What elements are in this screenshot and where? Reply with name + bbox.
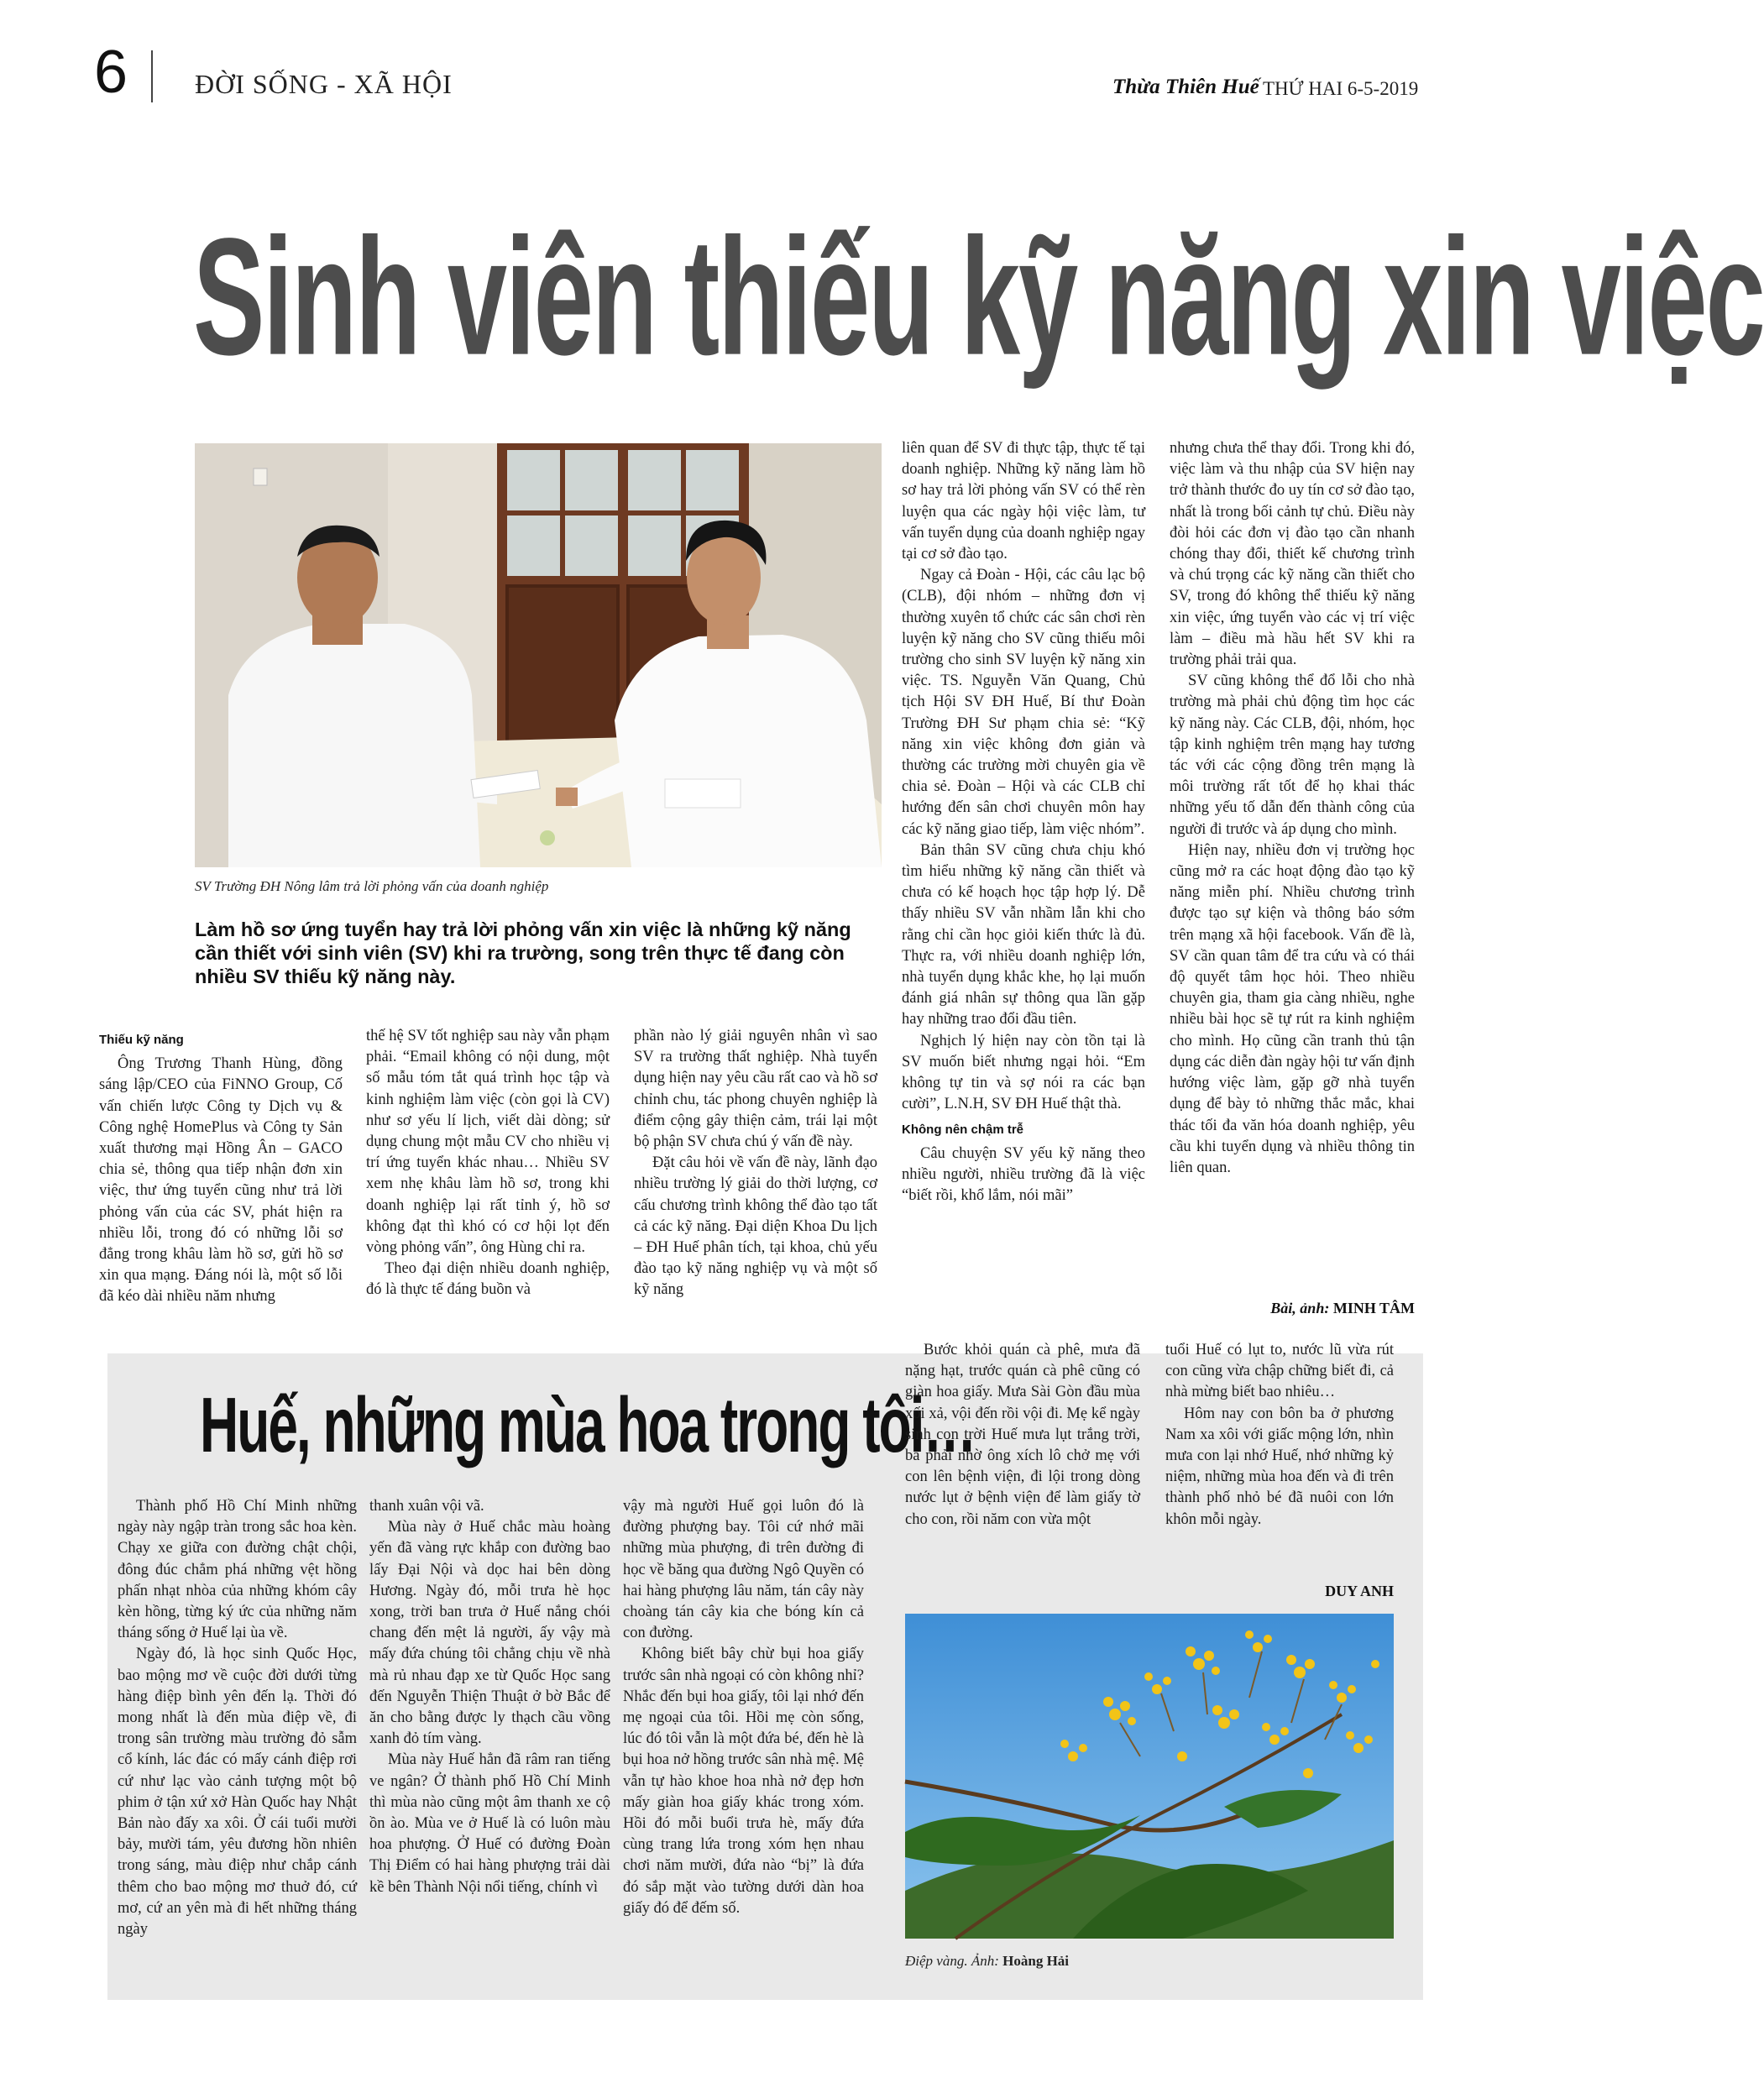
article2-paragraph: tuổi Huế có lụt to, nước lũ vừa rút con cũng vừa chập chững biết đi, cả nhà mừng biết bao nhiêu… [1165,1342,1394,1401]
article1-column-3 [634,1026,877,1301]
subhead-thieu-ky-nang: Thiếu kỹ năng [99,1033,184,1047]
photo2-caption-label: Điệp vàng. Ảnh: [905,1953,999,1969]
article1-lede: Làm hồ sơ ứng tuyển hay trả lời phỏng vấn xin việc là những kỹ năng cần thiết với sinh viên (SV) khi ra trường, song trên thực tế đang còn nhiều SV thiếu kỹ năng này. [195,919,851,987]
subhead-khong-nen-cham-tre: Không nên chậm trễ [902,1122,1024,1137]
yellow-flowers-photo [905,1614,1394,1939]
section-title: ĐỜI SỐNG - XÃ HỘI [195,69,453,99]
article1-paragraph: SV cũng không thể đổ lỗi cho nhà trường mà phải chủ động tìm học các kỹ năng này. Các CLB, đội, nhóm, học tập kinh nghiệm trên mạng hay tương tác với các cộng đồng trên mạng là môi trường rất tốt để họ khai thác những yếu tố dẫn đến thành công của người đi trước và áp dụng cho mình. [1170,673,1415,838]
article2-byline: DUY ANH [1325,1583,1394,1599]
article2-column-3 [623,1496,864,1919]
article1-headline: Sinh viên thiếu kỹ năng xin việc [193,204,1764,391]
article2-paragraph: Không biết bây chừ bụi hoa giấy trước sân nhà ngoại có còn không nhỉ? Nhắc đến bụi hoa giấy, tôi lại nhớ đến mẹ ngoại của tôi. Hồi mẹ còn sống, lúc đó tôi vẫn là một đứa bé, đến hè là bụi hoa nở hồng trước sân nhà mệ. Mệ vẫn tự hào khoe hoa nhà nở đẹp hơn mấy giàn hoa giấy khác trong xóm. Hồi đó mỗi buổi trưa hè, mấy đứa cùng trang lứa trong xóm hẹn nhau chơi năm mười, đứa nào “bị” là đứa đó sắp mặt vào tường dưới dàn hoa giấy đó để đếm số. [623,1646,864,1917]
article2-paragraph: Hôm nay con bôn ba ở phương Nam xa xôi với giấc mộng lớn, nhìn mưa con lại nhớ Huế, nhớ những kỷ niệm, những mùa hoa đến và đi trên thành phố nhỏ bé đã nuôi con lớn khôn mỗi ngày. [1165,1405,1394,1528]
article1-paragraph: Ông Trương Thanh Hùng, đồng sáng lập/CEO của FiNNO Group, Cố vấn chiến lược Công ty Dịch vụ & Công nghệ HomePlus và Công ty Sản xuất thương mại Hồng Ân – GACO chia sẻ, thông qua tiếp nhận đơn xin việc, thư ứng tuyển cũng như trả lời phỏng vấn của các SV, phát hiện ra nhiều lỗi, trong đó có những lỗi sơ đẳng trong khâu làm hồ sơ, gửi hồ sơ xin qua mạng. Đáng nói là, một số lỗi đã kéo dài nhiều năm nhưng [99,1055,343,1306]
article2-column-5 [1165,1340,1394,1531]
article1-byline [1170,1300,1415,1317]
article1-paragraph: Theo đại diện nhiều doanh nghiệp, đó là thực tế đáng buồn và [366,1260,610,1299]
photo2-caption [905,1953,1394,1970]
article1-paragraph: Bản thân SV cũng chưa chịu khó tìm hiểu những kỹ năng cần thiết và chưa có kế hoạch học tập hợp lý. Dễ thấy nhiều SV vẫn nhầm lẫn khi cho rằng chỉ cần học giỏi kiến thức là đủ. Thực ra, với nhiều doanh nghiệp lớn, nhà tuyển dụng khắc khe, họ lại muốn đánh giá nhân sự thông qua lần gặp hay những trao đổi đầu tiên. [902,841,1145,1028]
interview-photo-illustration [195,443,882,867]
article1-column-4 [902,438,1145,1206]
newspaper-name: Thừa Thiên Huế [1112,76,1259,98]
article1-paragraph: nhưng chưa thể thay đổi. Trong khi đó, việc làm và thu nhập của SV hiện nay trở thành thước đo uy tín cơ sở đào tạo, nhất là trong bối cảnh tự chủ. Điều này đòi hỏi các đơn vị đào tạo cần nhanh chóng thay đổi, thiết kế chương trình và chú trọng các kỹ năng cần thiết cho SV, trong đó không thể thiếu kỹ năng xin việc, ứng tuyển vào các vị trí việc làm – điều mà hầu hết SV khi ra trường phải trải qua. [1170,440,1415,669]
article2-paragraph: Mùa này ở Huế chắc màu hoàng yến đã vàng rực khắp con đường bao lấy Đại Nội và dọc hai bên dòng Hương. Ngày đó, mỗi trưa hè học xong, trời ban trưa ở Huế nắng chói chang đến mệt lả người, ấy vậy mà mấy đứa chúng tôi chẳng chịu về nhà mà rủ nhau đạp xe từ Quốc Học sang đến Nguyễn Thiện Thuật ở bờ Bắc để ăn cho bằng được ly thạch cầu vồng xanh đỏ tím vàng. [369,1519,610,1748]
photo2-caption-author: Hoàng Hải [1002,1953,1070,1969]
article1-column-2 [366,1026,610,1301]
article1-paragraph: Hiện nay, nhiều đơn vị trường học cũng mở ra các hoạt động đào tạo kỹ năng miễn phí. Nhiều chương trình được tạo sự kiện và thông báo sớm trên mạng xã hội facebook. Vấn đề là, SV cần quan tâm để tra cứu và có thái độ quyết tâm học hỏi. Theo nhiều chuyên gia, tham gia càng nhiều, nghe nhiều bài học sẽ tự rút ra kinh nghiệm cho mình. Họ cũng cần tranh thủ tận dụng các diễn đàn ngày hội tư vấn định hướng việc làm, gặp gỡ nhà tuyển dụng để bày tỏ những thắc mắc, khai thác tối đa văn hóa doanh nghiệp, yêu cầu khi tuyển dụng và nhiều thông tin liên quan. [1170,841,1415,1176]
byline-author: MINH TÂM [1332,1300,1415,1316]
article2-paragraph: Mùa này Huế hẳn đã râm ran tiếng ve ngân? Ở thành phố Hồ Chí Minh thì mùa nào cũng một âm thanh xe cộ ồn ào. Mùa ve ở Huế là có luôn màu hoa phượng. Ở Huế có đường Đoàn Thị Điểm có hai hàng phượng trải dài kề bên Thành Nội nổi tiếng, chính vì [369,1751,610,1896]
article1-paragraph: phần nào lý giải nguyên nhân vì sao SV ra trường thất nghiệp. Nhà tuyển dụng hiện nay yêu cầu rất cao và hồ sơ chỉnh chu, tác phong chuyên nghiệp là điểm cộng gây thiện cảm, trái lại một bộ phận SV chưa chú ý vấn đề này. [634,1028,877,1151]
article2-paragraph: vậy mà người Huế gọi luôn đó là đường phượng bay. Tôi cứ nhớ mãi những mùa phượng, đi trên đường đi học về băng qua đường Ngô Quyền có hai hàng phượng lâu năm, tán cây này choàng tán cây kia che bóng kín cả con đường. [623,1498,864,1642]
article1-paragraph: Đặt câu hỏi về vấn đề này, lãnh đạo nhiều trường lý giải do thời lượng, cơ cấu chương trình không thể đào tạo tất cả các kỹ năng. Đại diện Khoa Du lịch – ĐH Huế phân tích, tại khoa, chủ yếu đào tạo kỹ năng nghiệp vụ và một số kỹ năng [634,1154,877,1299]
article2-paragraph: Bước khỏi quán cà phê, mưa đã nặng hạt, trước quán cà phê cũng có giàn hoa giấy. Mưa Sài Gòn đầu mùa xối xả, vội đến rồi vội đi. Mẹ kể ngày sinh con trời Huế mưa lụt trắng trời, ba phải nhờ ông xích lô chở mẹ với con lên bệnh viện, đi lội trong dòng nước lụt ở bệnh viện để làm giấy tờ cho con, rồi năm con vừa một [905,1342,1140,1528]
page-number: 6 [94,39,128,106]
article1-paragraph: Nghịch lý hiện nay còn tồn tại là SV muốn biết nhưng ngại hỏi. “Em không tự tin và sợ nói ra các bạn cười”, L.N.H, SV ĐH Huế thật thà. [902,1032,1145,1113]
photo1-caption: SV Trường ĐH Nông lâm trả lời phỏng vấn của doanh nghiệp [195,878,549,894]
article1-paragraph: liên quan để SV đi thực tập, thực tế tại doanh nghiệp. Những kỹ năng làm hồ sơ hay trả lời phỏng vấn SV có thể rèn luyện qua các ngày hội việc làm, tư vấn tuyển dụng của doanh nghiệp ngay tại cơ sở đào tạo. [902,440,1145,563]
issue-date: THỨ HAI 6-5-2019 [1263,78,1419,99]
interview-photo [195,443,882,867]
article1-column-5 [1170,438,1415,1179]
yellow-flowers-illustration [905,1614,1394,1939]
byline-label: Bài, ảnh: [1270,1300,1330,1316]
article2-column-1 [118,1496,357,1940]
header-divider [151,50,153,102]
article2-column-2 [369,1496,610,1898]
article1-column-1 [99,1026,343,1308]
article2-paragraph: Ngày đó, là học sinh Quốc Học, bao mộng mơ về cuộc đời dưới từng hàng điệp bình yên đến lạ. Thời đó mong nhất là đến mùa điệp về, đi trong sân trường màu trường đỏ sẫm cổ kính, lác đác có mấy cánh điệp rơi cứ như lạc vào cảnh tượng một bộ phim ở tận xứ xở Hàn Quốc hay Nhật Bản nào đấy xa xôi. Ở cái tuổi mười bảy, mười tám, yêu đương hồn nhiên trong sáng, màu điệp như chắp cánh thêm cho bao mộng mơ thuở đó, cứ mơ, cứ an yên mà đi hết những tháng ngày [118,1646,357,1939]
article2-paragraph: Thành phố Hồ Chí Minh những ngày này ngập tràn trong sắc hoa kèn. Chạy xe giữa con đường chật chội, đông đúc chẳm phá những vệt hồng phấn nhạt nhòa của những khóm cây kèn hồng, từng ký ức của những năm tháng sống ở Huế lại ùa về. [118,1498,357,1642]
article2-column-4 [905,1340,1140,1531]
article1-paragraph: Ngay cả Đoàn - Hội, các câu lạc bộ (CLB), đội nhóm – những đơn vị thường xuyên tổ chức các sân chơi rèn luyện kỹ năng cho SV cũng thiếu môi trường cho sinh SV luyện kỹ năng xin việc. TS. Nguyễn Văn Quang, Chủ tịch Hội SV ĐH Huế, Bí thư Đoàn Trường ĐH Sư phạm chia sẻ: “Kỹ năng xin việc không đơn giản và thường các trường mời chuyên gia về chia sẻ. Đoàn – Hội và các CLB chỉ hướng đến sân chơi chuyên môn hay các kỹ năng giao tiếp, làm việc nhóm”. [902,567,1145,838]
article2-paragraph: thanh xuân vội vã. [369,1498,484,1515]
article1-paragraph: thế hệ SV tốt nghiệp sau này vẫn phạm phải. “Email không có nội dung, một số mẫu tóm tắt quá trình học tập và kinh nghiệm làm việc (còn gọi là CV) như sơ yếu lí lịch, viết dài dòng; sử dụng chung một mẫu CV cho nhiều vị trí ứng tuyển khác nhau… Nhiều SV xem nhẹ khâu làm hồ sơ, trong khi doanh nghiệp lại rất tỉnh ý, hồ sơ không đạt thì khó có cơ hội lọt đến vòng phỏng vấn”, ông Hùng chỉ ra. [366,1028,610,1257]
article2-headline: Huế, những mùa hoa trong tôi… [200,1380,976,1469]
article1-paragraph: Câu chuyện SV yếu kỹ năng theo nhiều người, nhiều trường đã là việc “biết rồi, khổ lắm, nói mãi” [902,1144,1145,1205]
